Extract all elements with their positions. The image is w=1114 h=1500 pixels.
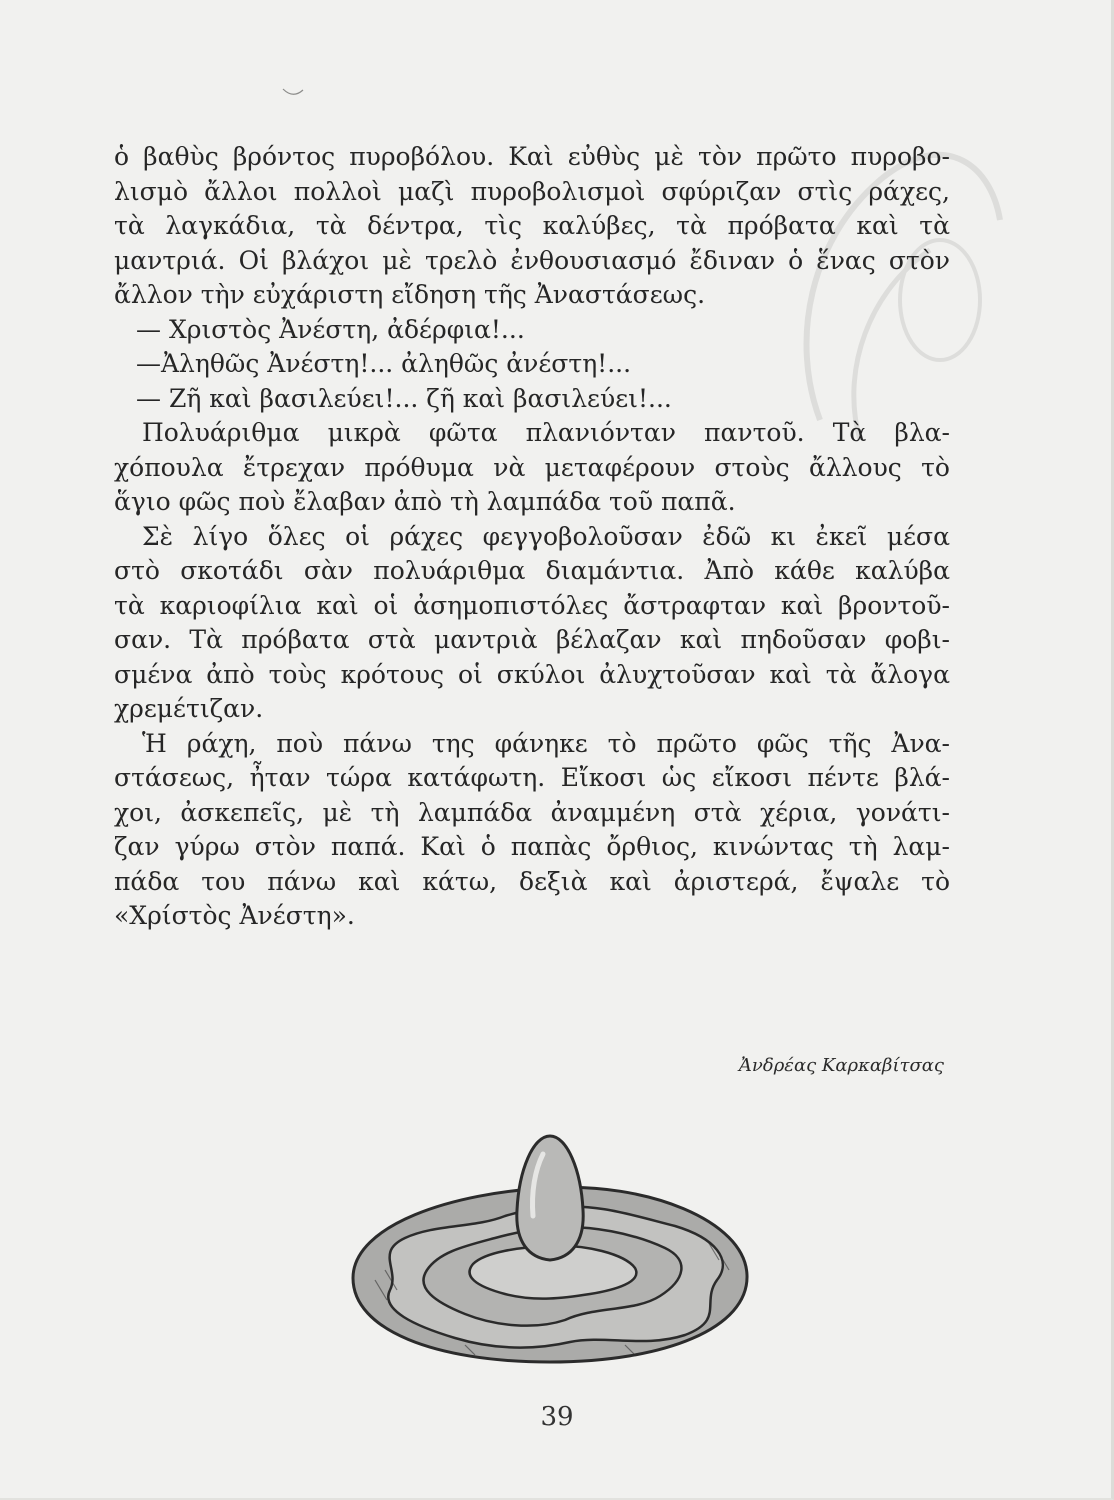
- text-line: Σὲ λίγο ὅλες οἱ ράχες φεγγοβολοῦσαν ἐδῶ κι ἐκεῖ μέσα: [142, 521, 950, 551]
- text-line: σαν. Τὰ πρόβατα στὰ μαντριὰ βέλαζαν καὶ πηδοῦσαν φοβι-: [114, 625, 950, 654]
- body-text: [114, 140, 950, 934]
- text-line: ὁ βαθὺς βρόντος πυροβόλου. Καὶ εὐθὺς μὲ τὸν πρῶτο πυροβο-: [114, 142, 950, 171]
- text-line: χοι, ἀσκεπεῖς, μὲ τὴ λαμπάδα ἀναμμένη στὰ χέρια, γονάτι-: [114, 797, 950, 827]
- text-line: τὰ καριοφίλια καὶ οἱ ἀσημοπιστόλες ἄστραφταν καὶ βροντοῦ-: [114, 590, 950, 620]
- text-line: τὰ λαγκάδια, τὰ δέντρα, τὶς καλύβες, τὰ πρόβατα καὶ τὰ: [114, 211, 950, 240]
- page-number: 39: [540, 1402, 574, 1432]
- text-line: ζαν γύρω στὸν παπά. Καὶ ὁ παπὰς ὄρθιος, κινώντας τὴ λαμ-: [114, 832, 950, 861]
- text-line: χόπουλα ἔτρεχαν πρόθυμα νὰ μεταφέρουν στοὺς ἄλλους τὸ: [114, 452, 950, 482]
- text-line: στὸ σκοτάδι σὰν πολυάριθμα διαμάντια. Ἀπὸ κάθε καλύβα: [114, 556, 950, 585]
- author-signature: Ἀνδρέας Καρκαβίτσας: [738, 1055, 944, 1076]
- text-line: μαντριά. Οἱ βλάχοι μὲ τρελὸ ἐνθουσιασμό ἔδιναν ὁ ἕνας στὸν: [114, 245, 950, 275]
- scan-mark: [282, 88, 304, 98]
- text-line: στάσεως, ἦταν τώρα κατάφωτη. Εἴκοσι ὡς εἴκοσι πέντε βλά-: [114, 763, 950, 792]
- text-line: χρεμέτιζαν.: [114, 694, 264, 723]
- text-line: Ἡ ράχη, ποὺ πάνω της φάνηκε τὸ πρῶτο φῶς τῆς Ἀνα-: [142, 728, 950, 758]
- dialogue-line: — Χριστὸς Ἀνέστη, ἀδέρφια!...: [136, 314, 525, 344]
- egg-icon: [517, 1136, 583, 1260]
- dialogue-line: — Ζῆ καὶ βασιλεύει!... ζῆ καὶ βασιλεύει!...: [136, 383, 672, 413]
- dialogue-line: —Ἀληθῶς Ἀνέστη!... ἀληθῶς ἀνέστη!...: [136, 349, 632, 378]
- red-egg-plate-illustration: [345, 1130, 755, 1370]
- text-line: «Χρίστὸς Ἀνέστη».: [114, 901, 355, 930]
- text-line: πάδα του πάνω καὶ κάτω, δεξιὰ καὶ ἀριστερά, ἔψαλε τὸ: [114, 866, 950, 896]
- text-line: ἅγιο φῶς ποὺ ἔλαβαν ἀπὸ τὴ λαμπάδα τοῦ παπᾶ.: [114, 487, 736, 516]
- text-line: Πολυάριθμα μικρὰ φῶτα πλανιόνταν παντοῦ. Τὰ βλα-: [142, 418, 950, 447]
- text-line: λισμὸ ἄλλοι πολλοὶ μαζὶ πυροβολισμοὶ σφύριζαν στὶς ράχες,: [114, 176, 950, 206]
- text-line: ἄλλον τὴν εὐχάριστη εἴδηση τῆς Ἀναστάσεως.: [114, 280, 706, 309]
- text-line: σμένα ἀπὸ τοὺς κρότους οἱ σκύλοι ἀλυχτοῦσαν καὶ τὰ ἄλογα: [114, 659, 950, 689]
